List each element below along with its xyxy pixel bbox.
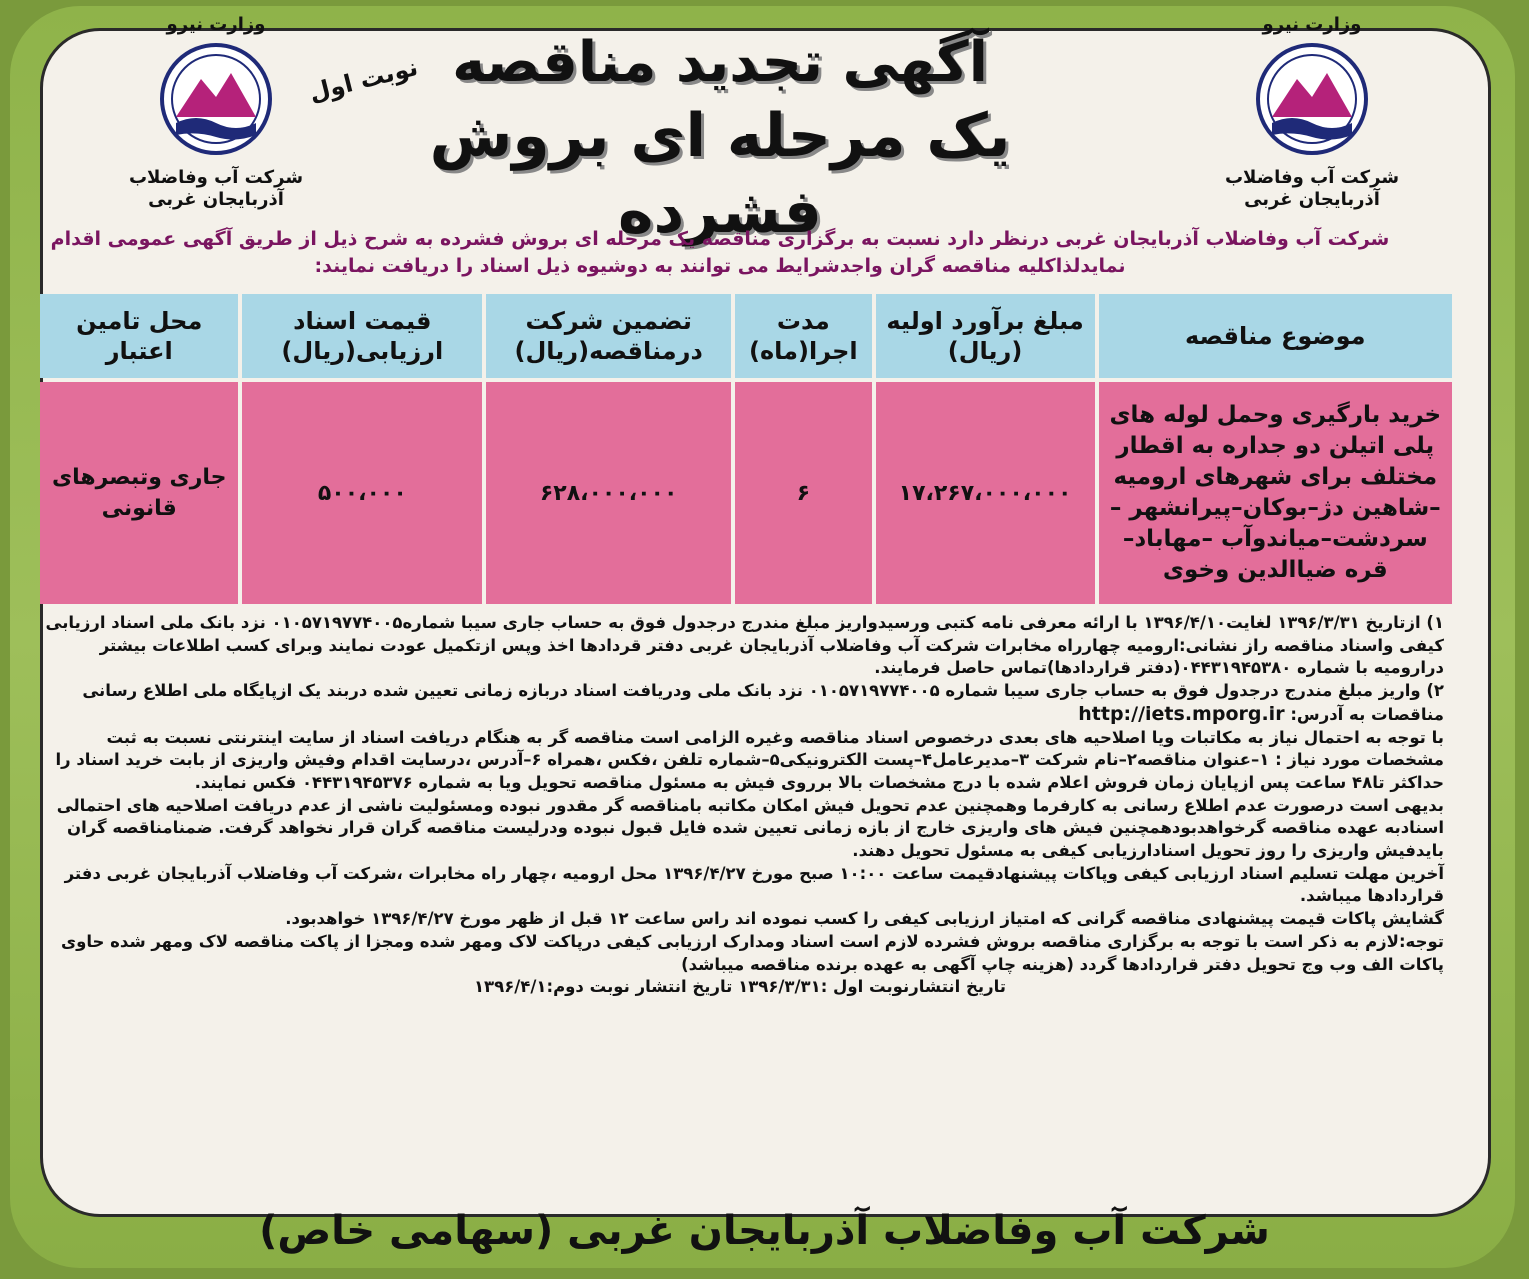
intro-line2: نمایدلذاکلیه مناقصه گران واجدشرایط می توانند به دوشیوه ذیل اسناد را دریافت نمایند:	[314, 255, 1126, 277]
paragraph-6: گشایش پاکات قیمت پیشنهادی مناقصه گرانی که امتیاز ارزیابی کیفی را کسب نموده اند راس ساعت ۱۲ قبل از ظهر مورخ ۱۳۹۶/۴/۲۷ خواهدبود.	[285, 909, 1444, 929]
water-company-emblem-icon	[1252, 39, 1372, 159]
header-funding: محل تامین اعتبار	[40, 294, 238, 378]
paragraph-2	[36, 680, 1444, 726]
paragraph-3: با توجه به احتمال نیاز به مکاتبات ویا اصلاحیه های بعدی درخصوص اسناد مناقصه وغیره الزامی است مناقصه گر به هنگام دریافت اسناد از سایت اینترنتی نسبت به ثبت مشخصات مورد نیاز : ۱–عنوان مناقصه۲–نام شرکت ۳–مدیرعامل۴–پست الکترونیکی۵–شماره تلفن ،فکس ،همراه ۶–آدرس ،درسایت اقدام وفیش واریزی از بابت خرید اسناد را حداکثر تا۴۸ ساعت پس ازپایان زمان فروش اعلام شده با درج مشخصات بالا برروی فیش به مسئول مناقصه تحویل ویا به شماره ۰۴۴۳۱۹۴۵۳۷۶ فکس نمایند.	[55, 727, 1444, 792]
header-subject: موضوع مناقصه	[1099, 294, 1452, 378]
paragraph-4: بدیهی است درصورت عدم اطلاع رسانی به کارفرما وهمچنین عدم تحویل فیش امکان مکاتبه بامناقصه گر مقدور نبوده ومسئولیت ناشی از عدم دریافت اصلاحیه های احتمالی اسنادبه عهده مناقصه گرخواهدبودهمچنین فیش های واریزی خارج از بازه زمانی تعیین شده فایل قبول نبوده ودرلیست مناقصه گران قرار نخواهد گرفت. ضمنامناقصه گران بایدفیش واریزی را روز تحویل اسنادارزیابی کیفی به مسئول تحویل دهند.	[56, 795, 1444, 861]
paragraph-5: آخرین مهلت تسلیم اسناد ارزیابی کیفی وپاکات پیشنهادقیمت ساعت ۱۰:۰۰ صبح مورخ ۱۳۹۶/۴/۲۷ محل ارومیه ،چهار راه مخابرات ،شرکت آب وفاضلاب آذربایجان غربی دفتر قراردادها میباشد.	[64, 863, 1444, 906]
publication-dates: تاریخ انتشارنوبت اول :۱۳۹۶/۳/۳۱ تاریخ انتشار نوبت دوم:۱۳۹۶/۴/۱	[473, 977, 1006, 997]
tender-portal-link[interactable]: http://iets.mporg.ir	[1078, 702, 1285, 725]
title-line1: آگهی تجدید مناقصه	[452, 30, 988, 95]
company-label-line2: آذربایجان غربی	[1244, 189, 1380, 210]
header-duration: مدت اجرا(ماه)	[735, 294, 871, 378]
intro-line1: شرکت آب وفاضلاب آذربایجان غربی درنظر دارد نسبت به برگزاری مناقصه یک مرحله ای بروش فشرده به شرح ذیل از طریق آگهی عمومی اقدام	[50, 228, 1390, 250]
cell-estimate: ۱۷،۲۶۷،۰۰۰،۰۰۰	[876, 382, 1095, 604]
cell-funding: جاری وتبصرهای قانونی	[40, 382, 238, 604]
water-company-emblem-icon	[156, 39, 276, 159]
header-guarantee: تضمین شرکت درمناقصه(ریال)	[486, 294, 731, 378]
tender-table	[36, 290, 1456, 608]
header-doc-price: قیمت اسناد ارزیابی(ریال)	[242, 294, 482, 378]
intro-text	[40, 226, 1400, 280]
round-badge: نوبت اول	[306, 53, 421, 107]
title-line2: یک مرحله ای بروش فشرده	[429, 101, 1011, 247]
header-estimate: مبلغ برآورد اولیه (ریال)	[876, 294, 1095, 378]
table-header-row	[40, 294, 1452, 378]
cell-duration: ۶	[735, 382, 871, 604]
paragraph-7: توجه:لازم به ذکر است با توجه به برگزاری مناقصه بروش فشرده لازم است اسناد ومدارک ارزیابی کیفی درپاکت لاک ومهر شده ومجزا از پاکت مناقصه لاک ومهر شده حاوی پاکات الف وب وج تحویل دفتر قراردادها گردد (هزینه چاپ آگهی به عهده برنده مناقصه میباشد)	[60, 931, 1444, 974]
company-label-line1: شرکت آب وفاضلاب	[128, 167, 304, 188]
logo-right	[1212, 14, 1412, 224]
paragraph-2-text: ۲) واریز مبلغ مندرج درجدول فوق به حساب جاری سیبا شماره ۰۱۰۵۷۱۹۷۷۴۰۰۵ نزد بانک ملی ودریافت اسناد دربازه زمانی تعیین شده دربند یک ازپایگاه ملی اطلاع رسانی مناقصات به آدرس:	[82, 681, 1444, 724]
company-label-line2: آذربایجان غربی	[148, 189, 284, 210]
logo-left	[116, 14, 316, 224]
cell-subject: خرید بارگیری وحمل لوله های پلی اتیلن دو جداره به اقطار مختلف برای شهرهای ارومیه –شاهین دژ–بوکان–پیرانشهر – سردشت–میاندوآب –مهاباد– قره ضیاالدین وخوی	[1099, 382, 1452, 604]
footer-company-name: شرکت آب وفاضلاب آذربایجان غربی (سهامی خاص)	[259, 1208, 1270, 1254]
cell-doc-price: ۵۰۰،۰۰۰	[242, 382, 482, 604]
company-label-line1: شرکت آب وفاضلاب	[1224, 167, 1400, 188]
ministry-label: وزارت نیرو	[166, 14, 266, 35]
table-row	[40, 382, 1452, 604]
ministry-label: وزارت نیرو	[1262, 14, 1362, 35]
paragraph-1: ۱) ازتاریخ ۱۳۹۶/۳/۳۱ لغایت۱۳۹۶/۴/۱۰ با ارائه معرفی نامه کتبی ورسیدواریز مبلغ مندرج درجدول فوق به حساب جاری سیبا شماره۰۱۰۵۷۱۹۷۷۴۰۰۵ نزد بانک ملی اسناد ارزیابی کیفی واسناد مناقصه راز نشانی:ارومیه چهارراه مخابرات شرکت آب وفاضلاب آذربایجان غربی دفتر قردادها اخذ وپس ازتکمیل عودت نمایند وبرای کسب اطلاعات بیشتر درارومیه با شماره ۰۴۴۳۱۹۴۵۳۸۰(دفتر قراردادها)تماس حاصل فرمایند.	[45, 613, 1444, 678]
cell-guarantee: ۶۲۸،۰۰۰،۰۰۰	[486, 382, 731, 604]
notice-body	[36, 612, 1444, 999]
notice-title	[360, 28, 1080, 250]
